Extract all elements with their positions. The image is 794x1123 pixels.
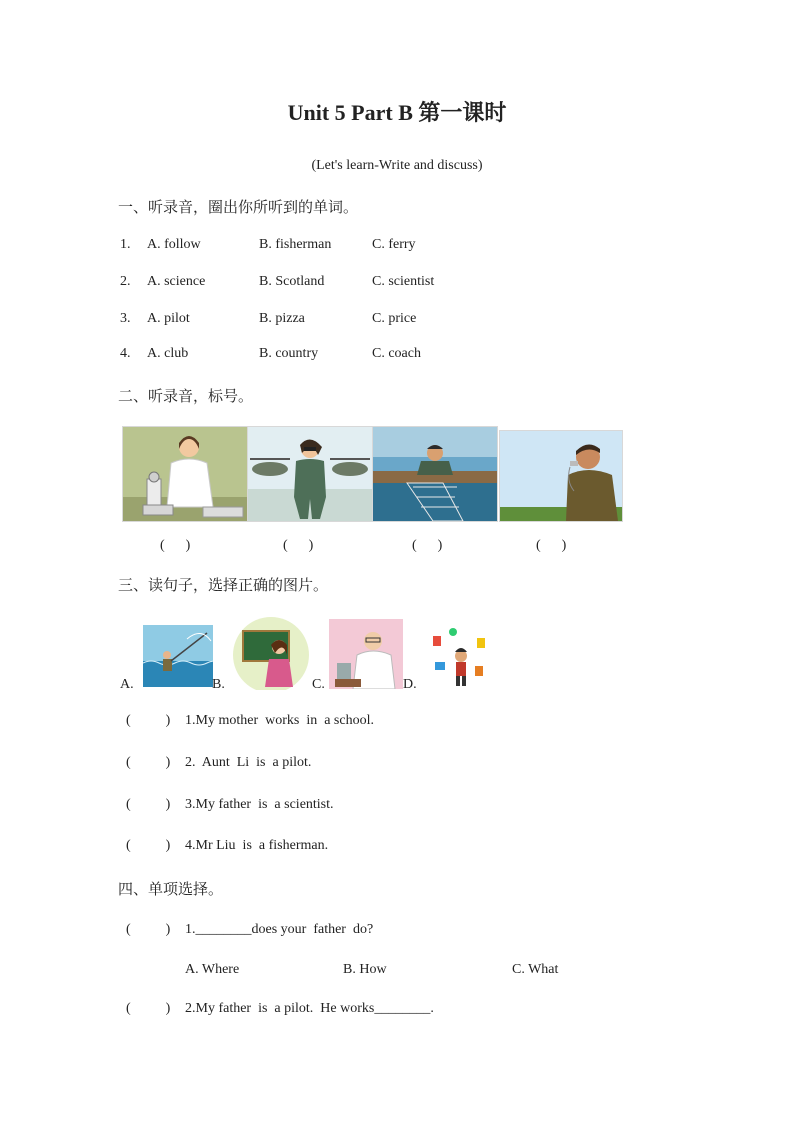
sentence-text: 1.My mother works in a school. bbox=[185, 713, 374, 728]
answer-blank[interactable]: ( ) bbox=[126, 713, 171, 728]
answer-blank[interactable]: ( ) bbox=[412, 538, 443, 553]
option-b[interactable]: B. country bbox=[259, 346, 319, 361]
coach-picture bbox=[499, 430, 623, 522]
option-c[interactable]: C. scientist bbox=[372, 274, 435, 289]
item-number: 4. bbox=[120, 346, 131, 361]
option-label-d: D. bbox=[403, 677, 417, 692]
answer-blank[interactable]: ( ) bbox=[126, 922, 171, 937]
scientist-picture bbox=[122, 426, 248, 522]
option-c-picture bbox=[329, 619, 403, 689]
answer-blank[interactable]: ( ) bbox=[126, 755, 171, 770]
item-number: 1. bbox=[120, 237, 131, 252]
answer-blank[interactable]: ( ) bbox=[160, 538, 191, 553]
section2-heading: 二、听录音，标号。 bbox=[118, 387, 254, 405]
option-a-picture bbox=[143, 625, 213, 687]
option-b-picture bbox=[231, 615, 311, 690]
page-title: Unit 5 Part B 第一课时 bbox=[287, 100, 507, 125]
option-label-a: A. bbox=[120, 677, 134, 692]
option-b[interactable]: B. fisherman bbox=[259, 237, 332, 252]
answer-blank[interactable]: ( ) bbox=[126, 797, 171, 812]
item-number: 2. bbox=[120, 274, 131, 289]
sentence-text: 2. Aunt Li is a pilot. bbox=[185, 755, 312, 770]
option-a[interactable]: A. pilot bbox=[147, 311, 190, 326]
item-number: 3. bbox=[120, 311, 131, 326]
question-text: 2.My father is a pilot. He works________. bbox=[185, 1001, 434, 1016]
option-label-c: C. bbox=[312, 677, 325, 692]
option-a[interactable]: A. follow bbox=[147, 237, 201, 252]
option-b[interactable]: B. How bbox=[343, 962, 387, 977]
option-c[interactable]: C. price bbox=[372, 311, 417, 326]
option-a[interactable]: A. Where bbox=[185, 962, 240, 977]
option-b[interactable]: B. pizza bbox=[259, 311, 305, 326]
option-c[interactable]: C. ferry bbox=[372, 237, 416, 252]
section4-heading: 四、单项选择。 bbox=[118, 880, 224, 898]
section1-heading: 一、听录音，圈出你所听到的单词。 bbox=[118, 198, 359, 216]
answer-blank[interactable]: ( ) bbox=[126, 838, 171, 853]
fisherman-picture bbox=[372, 426, 498, 522]
answer-blank[interactable]: ( ) bbox=[126, 1001, 171, 1016]
option-c[interactable]: C. coach bbox=[372, 346, 421, 361]
option-d-picture bbox=[423, 622, 493, 690]
question-text: 1.________does your father do? bbox=[185, 922, 374, 937]
option-label-b: B. bbox=[212, 677, 225, 692]
sentence-text: 4.Mr Liu is a fisherman. bbox=[185, 838, 329, 853]
sentence-text: 3.My father is a scientist. bbox=[185, 797, 334, 812]
answer-blank[interactable]: ( ) bbox=[283, 538, 314, 553]
section3-heading: 三、读句子，选择正确的图片。 bbox=[118, 576, 329, 594]
pilot-picture bbox=[247, 426, 373, 522]
option-c[interactable]: C. What bbox=[512, 962, 559, 977]
page-subtitle: (Let's learn-Write and discuss) bbox=[311, 158, 483, 173]
option-a[interactable]: A. club bbox=[147, 346, 189, 361]
option-b[interactable]: B. Scotland bbox=[259, 274, 325, 289]
answer-blank[interactable]: ( ) bbox=[536, 538, 567, 553]
option-a[interactable]: A. science bbox=[147, 274, 206, 289]
